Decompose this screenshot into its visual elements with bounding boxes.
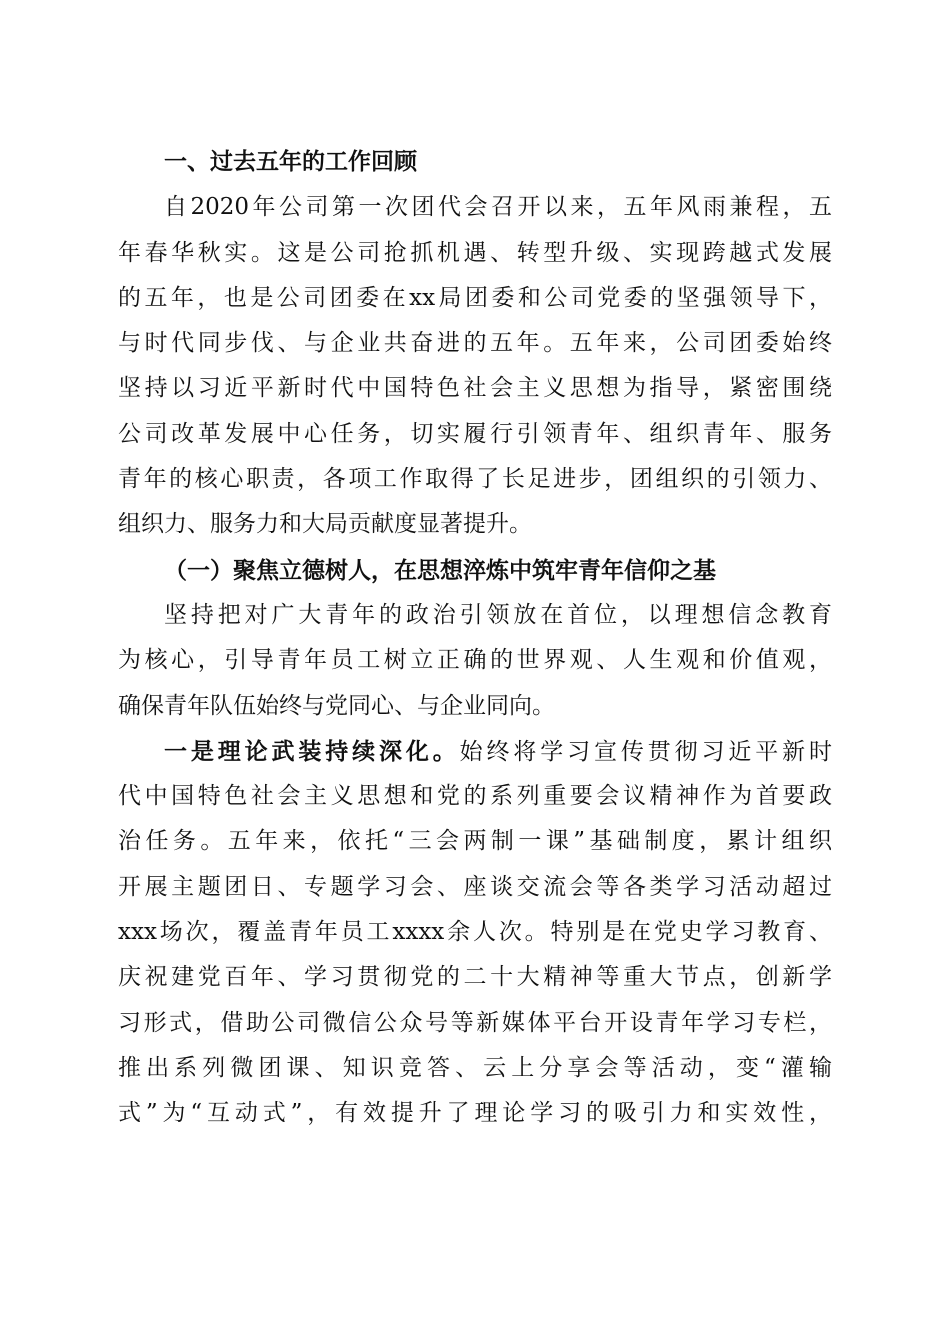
- paragraph-line: 开展主题团日、专题学习会、座谈交流会等各类学习活动超过: [118, 873, 832, 900]
- paragraph-line: 式”为“互动式”，有效提升了理论学习的吸引力和实效性，: [118, 1100, 832, 1127]
- paragraph-line: 自2020年公司第一次团代会召开以来，五年风雨兼程，五: [164, 194, 832, 221]
- subsection-heading: （一）聚焦立德树人，在思想淬炼中筑牢青年信仰之基: [164, 556, 716, 584]
- paragraph-line: 组织力、服务力和大局贡献度显著提升。: [118, 511, 532, 538]
- paragraph-line: 公司改革发展中心任务，切实履行引领青年、组织青年、服务: [118, 420, 832, 447]
- paragraph-line: 推出系列微团课、知识竞答、云上分享会等活动，变“灌输: [118, 1054, 832, 1081]
- paragraph-line: 年春华秋实。这是公司抢抓机遇、转型升级、实现跨越式发展: [118, 239, 832, 266]
- paragraph-line: 与时代同步伐、与企业共奋进的五年。五年来，公司团委始终: [118, 330, 832, 357]
- paragraph-line: 治任务。五年来，依托“三会两制一课”基础制度，累计组织: [118, 828, 832, 855]
- paragraph-review: [118, 185, 832, 547]
- paragraph-line: [118, 729, 832, 774]
- paragraph-line: xxx场次，覆盖青年员工xxxx余人次。特别是在党史学习教育、: [118, 919, 832, 946]
- paragraph-guidance: [118, 593, 832, 729]
- paragraph-line: 为核心，引导青年员工树立正确的世界观、人生观和价值观，: [118, 647, 832, 674]
- paragraph-text: 始终将学习宣传贯彻习近平新时: [459, 738, 832, 765]
- paragraph-line: 习形式，借助公司微信公众号等新媒体平台开设青年学习专栏，: [118, 1009, 832, 1036]
- section-heading: 一、过去五年的工作回顾: [164, 149, 417, 175]
- paragraph-line: 庆祝建党百年、学习贯彻党的二十大精神等重大节点，创新学: [118, 964, 832, 991]
- document-body: [118, 140, 832, 1137]
- paragraph-theory: [118, 729, 832, 1137]
- paragraph-line: 青年的核心职责，各项工作取得了长足进步，团组织的引领力、: [118, 466, 832, 493]
- paragraph-line: 确保青年队伍始终与党同心、与企业同向。: [118, 692, 555, 719]
- paragraph-line: 坚持以习近平新时代中国特色社会主义思想为指导，紧密围绕: [118, 375, 832, 402]
- paragraph-lead: 一是理论武装持续深化。: [164, 737, 460, 765]
- paragraph-line: 的五年，也是公司团委在xx局团委和公司党委的坚强领导下，: [118, 284, 832, 311]
- paragraph-line: 代中国特色社会主义思想和党的系列重要会议精神作为首要政: [118, 783, 832, 810]
- paragraph-line: 坚持把对广大青年的政治引领放在首位，以理想信念教育: [164, 601, 832, 628]
